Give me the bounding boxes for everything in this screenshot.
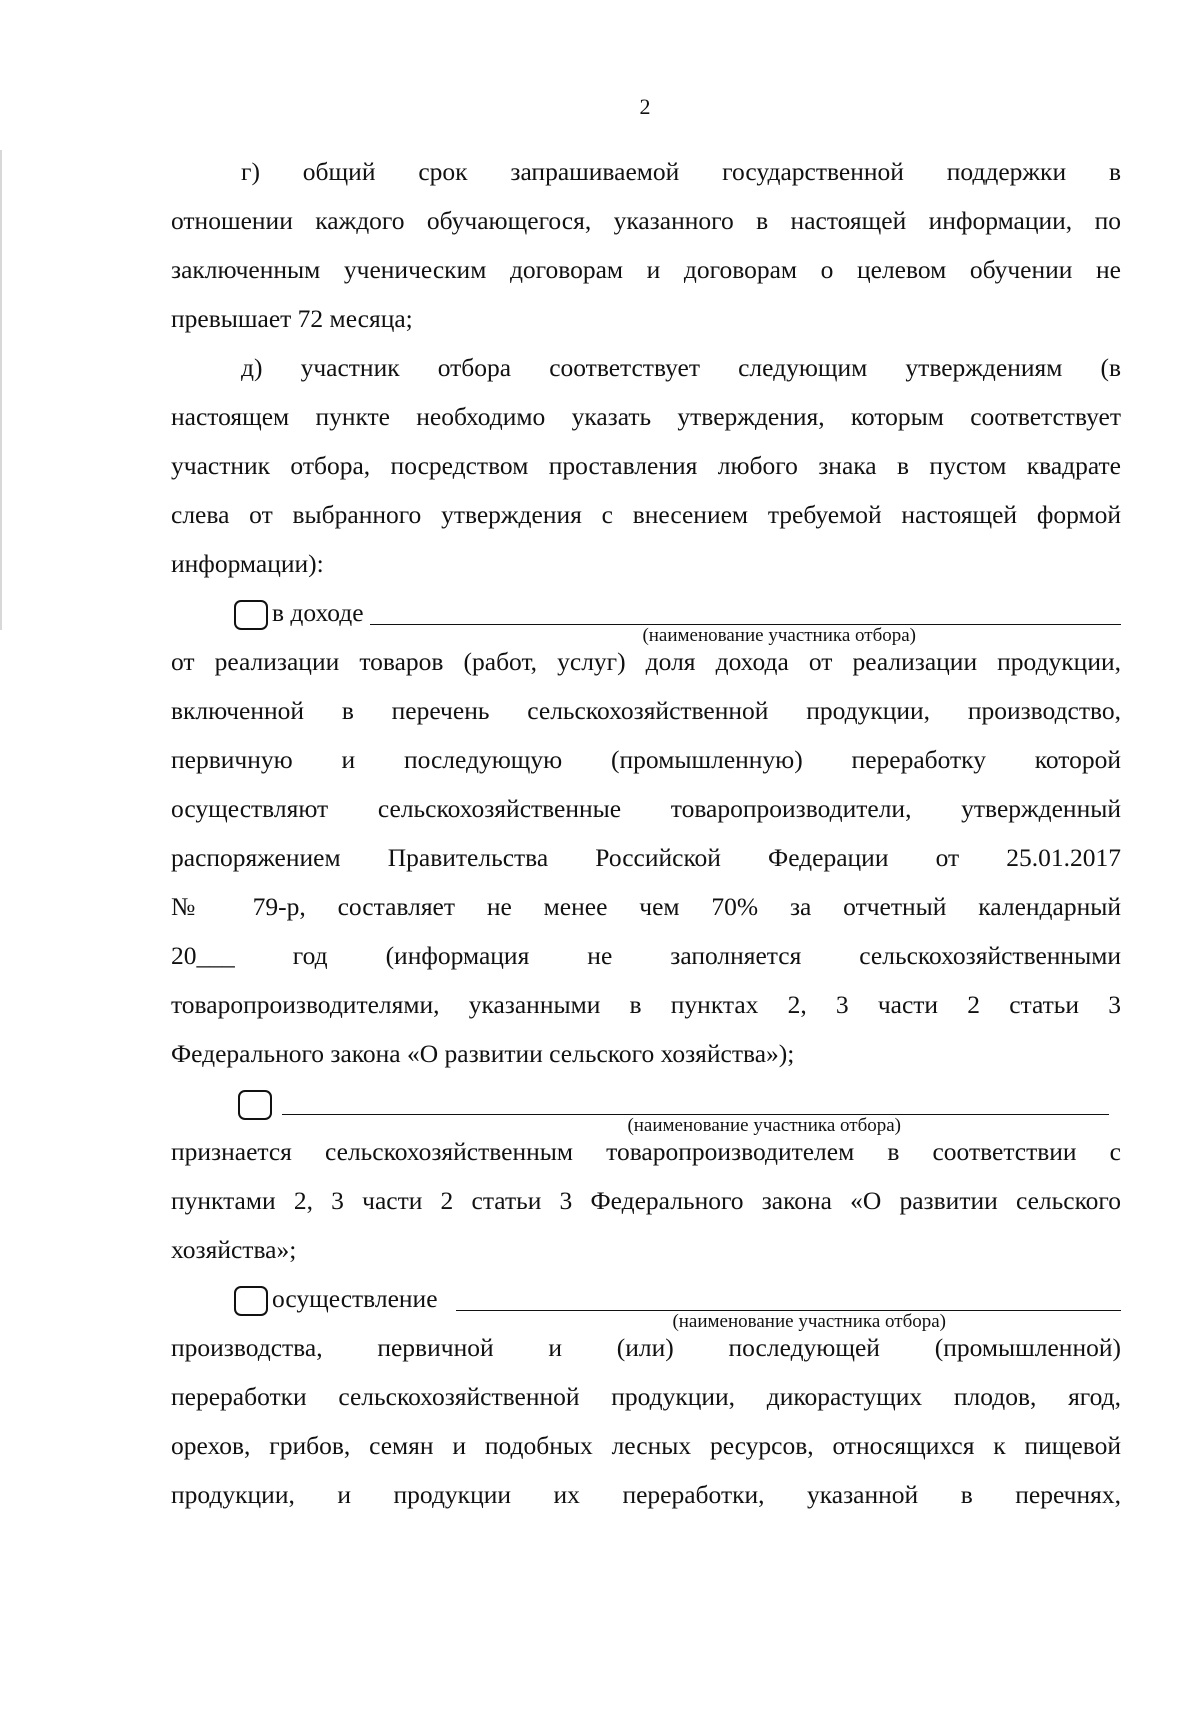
text-line: признается сельскохозяйственным товаропроизводителем в соответствии с bbox=[171, 1137, 1121, 1166]
option-production-processing bbox=[171, 1274, 1121, 1519]
checkbox-production-processing[interactable] bbox=[234, 1286, 268, 1316]
text-line: настоящем пункте необходимо указать утверждения, которым соответствует bbox=[171, 402, 1121, 431]
text-line: Федерального закона «О развитии сельского хозяйства»); bbox=[171, 1039, 795, 1068]
option-text bbox=[171, 1323, 1121, 1519]
paragraph-g bbox=[171, 147, 1121, 343]
option-agri-producer bbox=[171, 1078, 1121, 1274]
text-line: производства, первичной и (или) последующей (промышленной) bbox=[171, 1333, 1121, 1362]
blank-caption: (наименование участника отбора) bbox=[627, 1115, 901, 1136]
text-line: первичную и последующую (промышленную) переработку которой bbox=[171, 745, 1121, 774]
text-line: слева от выбранного утверждения с внесением требуемой настоящей формой bbox=[171, 500, 1121, 529]
text-line: от реализации товаров (работ, услуг) доля дохода от реализации продукции, bbox=[171, 647, 1121, 676]
text-line: включенной в перечень сельскохозяйственной продукции, производство, bbox=[171, 696, 1121, 725]
text-line: 20___ год (информация не заполняется сельскохозяйственными bbox=[171, 941, 1121, 970]
option-label: осуществление bbox=[272, 1284, 438, 1313]
scan-left-edge bbox=[0, 150, 2, 630]
text-line: участник отбора, посредством проставления любого знака в пустом квадрате bbox=[171, 451, 1121, 480]
checkbox-income-share[interactable] bbox=[234, 600, 268, 630]
page-number: 2 bbox=[639, 94, 651, 119]
paragraph-d bbox=[171, 343, 1121, 588]
text-line: товаропроизводителями, указанными в пунктах 2, 3 части 2 статьи 3 bbox=[171, 990, 1121, 1019]
text-line: пунктами 2, 3 части 2 статьи 3 Федерального закона «О развитии сельского bbox=[171, 1186, 1121, 1215]
checkbox-agri-producer[interactable] bbox=[238, 1090, 272, 1120]
text-line: орехов, грибов, семян и подобных лесных ресурсов, относящихся к пищевой bbox=[171, 1431, 1121, 1460]
text-line: превышает 72 месяца; bbox=[171, 304, 413, 333]
option-income-share bbox=[171, 588, 1121, 1078]
text-line: распоряжением Правительства Российской Федерации от 25.01.2017 bbox=[171, 843, 1121, 872]
option-text bbox=[171, 637, 1121, 1078]
text-line: переработки сельскохозяйственной продукции, дикорастущих плодов, ягод, bbox=[171, 1382, 1121, 1411]
text-line: № 79-р, составляет не менее чем 70% за отчетный календарный bbox=[171, 892, 1121, 921]
text-line: информации): bbox=[171, 549, 324, 578]
text-line: отношении каждого обучающегося, указанного в настоящей информации, по bbox=[171, 206, 1121, 235]
blank-caption: (наименование участника отбора) bbox=[642, 625, 916, 646]
blank-caption: (наименование участника отбора) bbox=[672, 1311, 946, 1332]
option-label: в доходе bbox=[272, 598, 364, 627]
text-line: д) участник отбора соответствует следующим утверждениям (в bbox=[241, 353, 1121, 382]
text-line: заключенным ученическим договорам и договорам о целевом обучении не bbox=[171, 255, 1121, 284]
text-line: осуществляют сельскохозяйственные товаропроизводители, утвержденный bbox=[171, 794, 1121, 823]
document-body bbox=[171, 147, 1121, 1519]
text-line: продукции, и продукции их переработки, указанной в перечнях, bbox=[171, 1480, 1121, 1509]
text-line: г) общий срок запрашиваемой государственной поддержки в bbox=[241, 157, 1121, 186]
text-line: хозяйства»; bbox=[171, 1235, 297, 1264]
option-text bbox=[171, 1127, 1121, 1274]
